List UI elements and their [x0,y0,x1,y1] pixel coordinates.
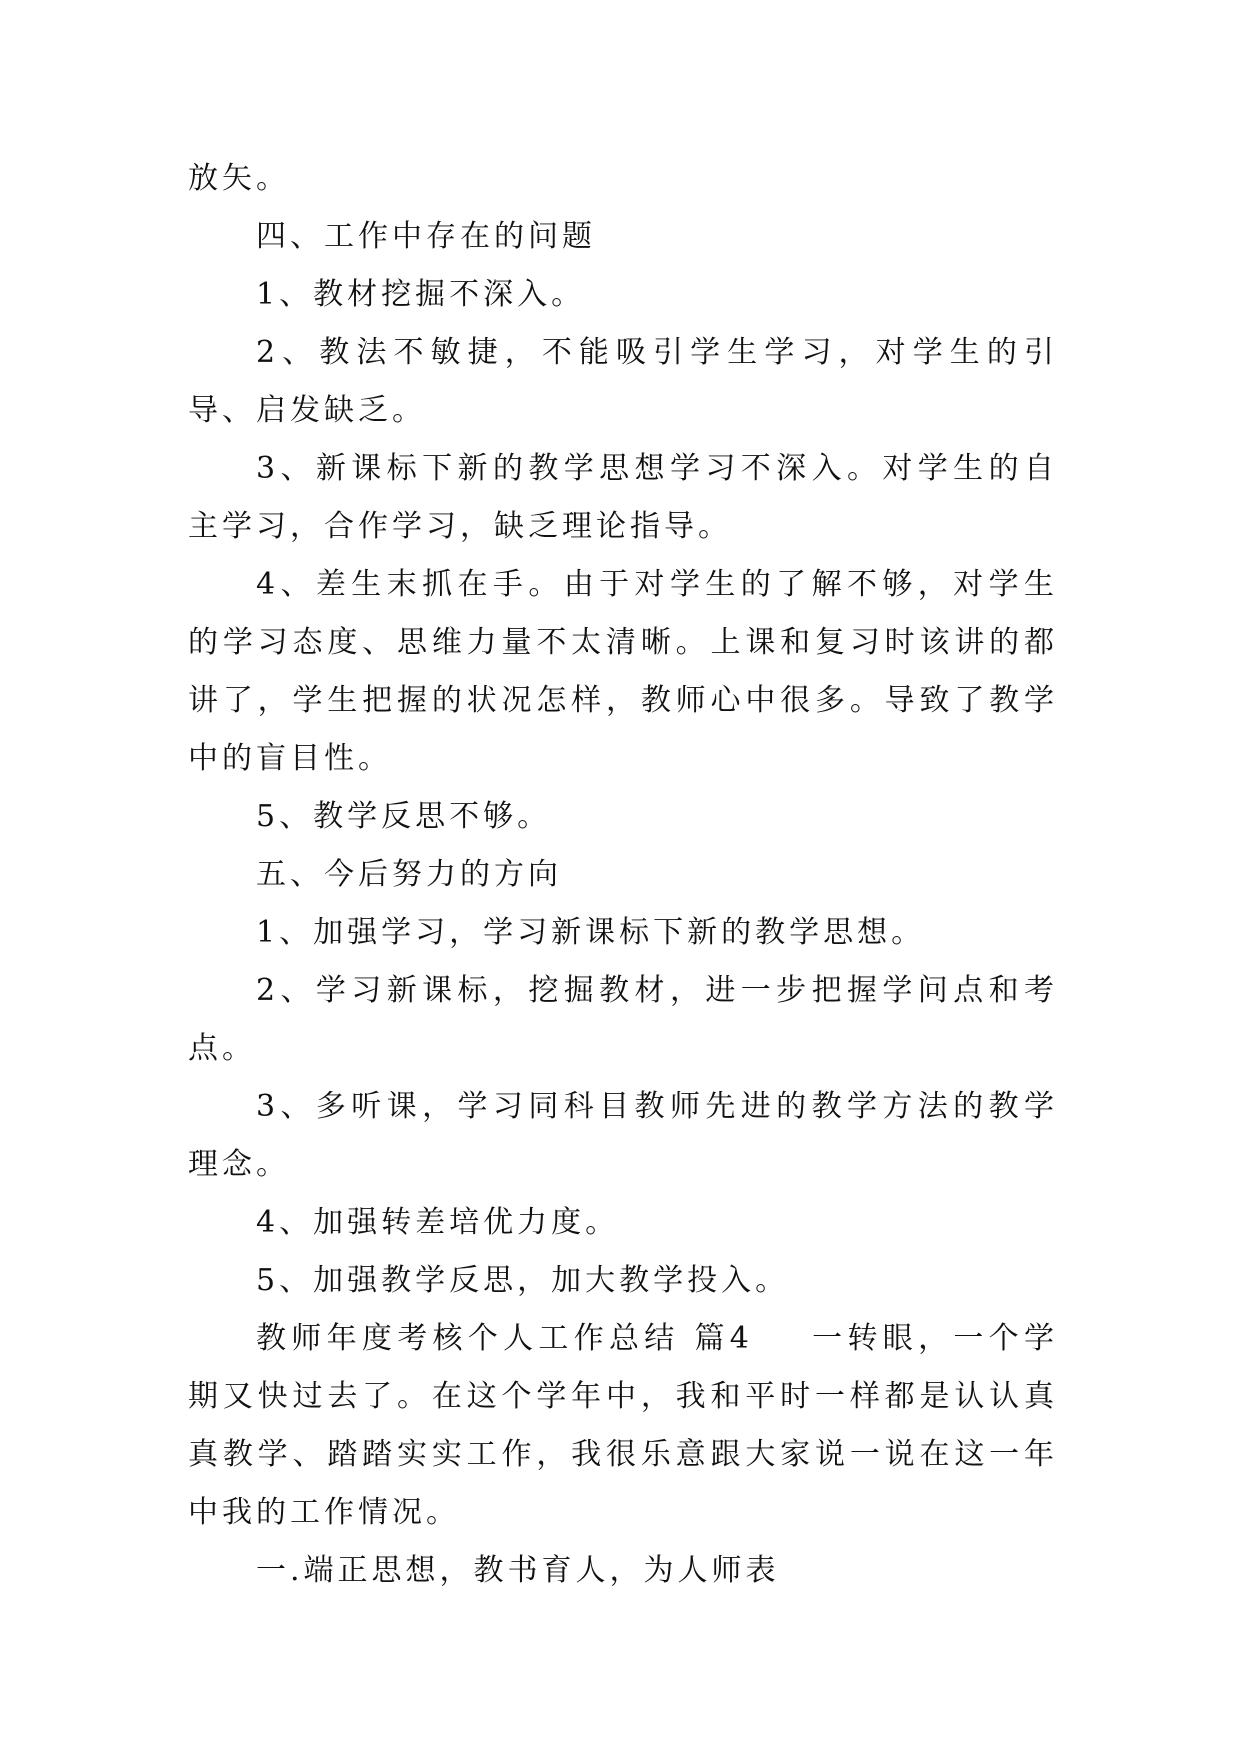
list-item-problem-5: 5、教学反思不够。 [256,799,552,834]
list-item-direction-2: 2、学习新课标，挖掘教材，进一步把握学问点和考点。 [188,973,1058,1066]
list-item-problem-3: 3、新课标下新的教学思想学习不深入。对学生的自主学习，合作学习，缺乏理论指导。 [188,451,1058,544]
list-item-direction-1: 1、加强学习，学习新课标下新的教学思想。 [256,915,926,950]
list-item-direction-4: 4、加强转差培优力度。 [256,1205,620,1240]
section-heading-thought: 一.端正思想，教书育人，为人师表 [256,1553,780,1588]
list-item-direction-5: 5、加强教学反思，加大教学投入。 [256,1263,790,1298]
list-item-problem-2: 2、教法不敏捷，不能吸引学生学习，对学生的引导、启发缺乏。 [188,335,1058,428]
article-4-intro-paragraph: 教师年度考核个人工作总结 篇4 一转眼，一个学期又快过去了。在这个学年中，我和平时一样都是认认真真教学、踏踏实实工作，我很乐意跟大家说一说在这一年中我的工作情况。 [188,1321,1058,1530]
list-item-direction-3: 3、多听课，学习同科目教师先进的教学方法的教学理念。 [188,1089,1058,1182]
list-item-problem-1: 1、教材挖掘不深入。 [256,277,586,312]
paragraph-continuation: 放矢。 [188,161,290,196]
section-heading-directions: 五、今后努力的方向 [256,857,562,892]
document-body [188,150,1058,1600]
list-item-problem-4: 4、差生末抓在手。由于对学生的了解不够，对学生的学习态度、思维力量不太清晰。上课和复习时该讲的都讲了，学生把握的状况怎样，教师心中很多。导致了教学中的盲目性。 [188,567,1058,776]
section-heading-problems: 四、工作中存在的问题 [256,219,596,254]
